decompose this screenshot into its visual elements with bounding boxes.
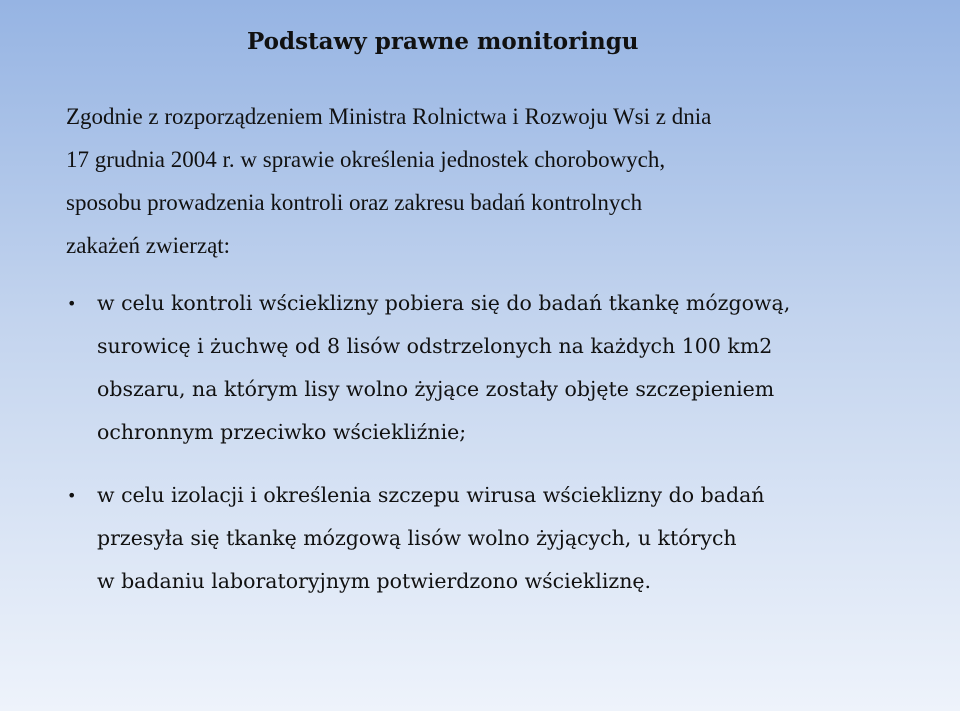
bullet-line	[66, 325, 926, 368]
intro-line: sposobu prowadzenia kontroli oraz zakresu badań kontrolnych	[66, 190, 643, 215]
bullet-text: obszaru, na którym lisy wolno żyjące zostały objęte szczepieniem	[97, 377, 775, 401]
bullet-item-virus-isolation	[66, 474, 926, 603]
bullet-item-rabies-control	[66, 282, 926, 454]
bullet-point-icon: •	[67, 294, 77, 313]
intro-paragraph	[66, 95, 886, 267]
bullet-line	[66, 282, 926, 325]
bullet-line	[66, 517, 926, 560]
bullet-text: w celu kontroli wścieklizny pobiera się do badań tkankę mózgową,	[97, 291, 791, 315]
bullet-line	[66, 560, 926, 603]
bullet-text: ochronnym przeciwko wściekliźnie;	[97, 420, 467, 444]
bullet-line	[66, 474, 926, 517]
intro-line: Zgodnie z rozporządzeniem Ministra Rolnictwa i Rozwoju Wsi z dnia	[66, 104, 712, 129]
bullet-text: w celu izolacji i określenia szczepu wirusa wścieklizny do badań	[97, 483, 765, 507]
bullet-text: surowicę i żuchwę od 8 lisów odstrzelonych na każdych 100 km2	[97, 334, 773, 358]
bullet-text: przesyła się tkankę mózgową lisów wolno żyjących, u których	[97, 526, 737, 550]
bullet-text: w badaniu laboratoryjnym potwierdzono wściekliznę.	[97, 569, 652, 593]
bullet-line	[66, 368, 926, 411]
intro-line: 17 grudnia 2004 r. w sprawie określenia jednostek chorobowych,	[66, 147, 666, 172]
intro-line: zakażeń zwierząt:	[66, 233, 231, 258]
bullet-point-icon: •	[67, 486, 77, 505]
slide-title: Podstawy prawne monitoringu	[247, 28, 639, 55]
bullet-line	[66, 411, 926, 454]
